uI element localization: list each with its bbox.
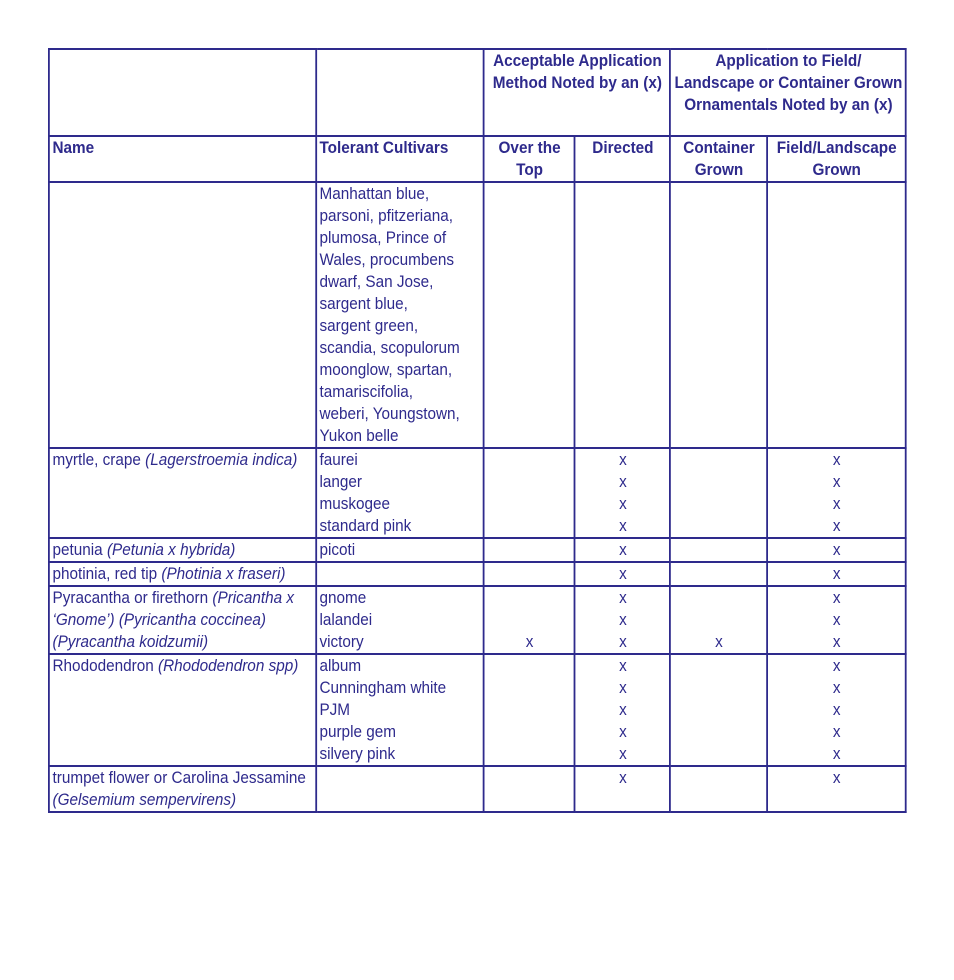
mark-over-top: [487, 493, 572, 515]
header-container-grown: Container Grown: [670, 136, 766, 182]
mark-directed: x: [619, 768, 627, 787]
container-cell: [670, 766, 766, 812]
mark-directed: x: [619, 656, 627, 675]
mark-field: x: [832, 494, 841, 513]
over-top-cell: [484, 562, 575, 586]
over-top-cell: [484, 448, 575, 538]
cultivar-name: picoti: [319, 540, 356, 559]
over-top-cell: [484, 538, 575, 562]
cultivars-cell: [316, 586, 484, 654]
mark-over-top: [487, 471, 572, 493]
mark-directed: x: [619, 632, 627, 651]
cultivar-name: plumosa, Prince of: [319, 228, 447, 247]
header-tolerant-cultivars: Tolerant Cultivars: [316, 136, 484, 182]
mark-container: [674, 609, 764, 631]
cultivars-cell: [316, 766, 484, 812]
cultivar-name: faurei: [319, 450, 358, 469]
container-cell: [670, 562, 766, 586]
mark-container: x: [715, 632, 723, 651]
mark-field: x: [832, 632, 841, 651]
table-row: [49, 562, 906, 586]
mark-field: x: [832, 768, 841, 787]
mark-field: x: [832, 540, 841, 559]
mark-field: x: [832, 610, 841, 629]
field-cell: [767, 538, 906, 562]
mark-over-top: [487, 655, 572, 677]
cultivar-name: Cunningham white: [319, 678, 447, 697]
mark-over-top: [487, 609, 572, 631]
directed-cell: [575, 562, 671, 586]
container-cell: [670, 654, 766, 766]
mark-field: x: [832, 588, 841, 607]
cultivar-name: dwarf, San Jose,: [319, 272, 434, 291]
cultivar-name: weberi, Youngstown,: [319, 404, 460, 423]
mark-field: x: [832, 678, 841, 697]
cultivar-name: PJM: [319, 700, 351, 719]
plant-latin-name: (Gelsemium sempervirens): [52, 790, 237, 809]
table-row: [49, 448, 906, 538]
mark-container: [674, 677, 764, 699]
cultivar-name: sargent green,: [319, 316, 419, 335]
directed-cell: [575, 538, 671, 562]
cultivar-name: purple gem: [319, 722, 397, 741]
cultivar-name: victory: [319, 632, 364, 651]
header-application-method: Acceptable Application Method Noted by an (x): [484, 49, 671, 136]
directed-cell: [575, 586, 671, 654]
mark-container: [674, 743, 764, 765]
plant-latin-name: (Petunia x hybrida): [106, 540, 236, 559]
header-row-columns: [49, 136, 906, 182]
mark-over-top: [487, 563, 572, 585]
cultivar-name: [319, 563, 480, 585]
cultivar-name: Yukon belle: [319, 426, 399, 445]
cultivar-table: [48, 48, 907, 813]
table-row: [49, 586, 906, 654]
mark-over-top: [487, 539, 572, 561]
mark-field: x: [832, 472, 841, 491]
cultivars-cell: [316, 654, 484, 766]
cultivar-name: langer: [319, 472, 362, 491]
header-empty-name: [49, 49, 316, 136]
table-row: [49, 766, 906, 812]
header-directed: Directed: [575, 136, 671, 182]
mark-container: [674, 449, 764, 471]
mark-directed: x: [619, 564, 627, 583]
field-cell: [767, 448, 906, 538]
mark-over-top: [487, 721, 572, 743]
plant-latin-name: (Rhododendron spp): [157, 656, 299, 675]
mark-over-top: [487, 677, 572, 699]
cultivar-name: muskogee: [319, 494, 391, 513]
table-row: [49, 182, 906, 448]
cultivar-name: Wales, procumbens: [319, 250, 455, 269]
mark-container: [674, 493, 764, 515]
table-row: [49, 654, 906, 766]
mark-over-top: x: [525, 632, 534, 651]
field-cell: [767, 654, 906, 766]
field-cell: [767, 586, 906, 654]
cultivars-cell: [316, 562, 484, 586]
mark-container: [674, 721, 764, 743]
directed-cell: [575, 448, 671, 538]
mark-over-top: [487, 743, 572, 765]
plant-common-name: Pyracantha or firethorn: [52, 588, 213, 607]
mark-directed: x: [619, 472, 627, 491]
plant-name-cell: [49, 654, 316, 766]
cultivar-name: lalandei: [319, 610, 373, 629]
plant-latin-name: (Lagerstroemia indica): [145, 450, 298, 469]
mark-field: x: [832, 450, 841, 469]
mark-field: x: [832, 700, 841, 719]
over-top-cell: [484, 182, 575, 448]
plant-name-cell: [49, 586, 316, 654]
mark-directed: x: [619, 610, 627, 629]
cultivar-name: moonglow, spartan,: [319, 360, 453, 379]
mark-container: [674, 515, 764, 537]
cultivar-name: silvery pink: [319, 744, 396, 763]
mark-over-top: [487, 587, 572, 609]
mark-container: [674, 563, 764, 585]
mark-directed: x: [619, 494, 627, 513]
mark-container: [674, 655, 764, 677]
cultivar-name: gnome: [319, 588, 367, 607]
mark-over-top: [487, 699, 572, 721]
mark-directed: x: [619, 450, 627, 469]
mark-container: [674, 587, 764, 609]
directed-cell: [575, 766, 671, 812]
mark-container: [674, 699, 764, 721]
cultivar-name: sargent blue,: [319, 294, 408, 313]
mark-directed: x: [619, 700, 627, 719]
over-top-cell: [484, 586, 575, 654]
plant-common-name: myrtle, crape: [52, 450, 146, 469]
cultivar-name: scandia, scopulorum: [319, 338, 460, 357]
mark-directed: x: [619, 516, 627, 535]
mark-field: x: [832, 744, 841, 763]
mark-container: [674, 471, 764, 493]
header-over-the-top: Over the Top: [484, 136, 575, 182]
mark-over-top: [487, 449, 572, 471]
field-cell: [767, 182, 906, 448]
header-name: Name: [49, 136, 316, 182]
cultivars-cell: [316, 182, 484, 448]
plant-common-name: Rhododendron: [52, 656, 158, 675]
mark-directed: x: [619, 722, 627, 741]
plant-name-cell: [49, 766, 316, 812]
directed-cell: [575, 654, 671, 766]
table-row: [49, 538, 906, 562]
plant-name-cell: [49, 562, 316, 586]
cultivar-name: Manhattan blue,: [319, 184, 430, 203]
cultivar-name: [319, 767, 480, 789]
directed-cell: [575, 182, 671, 448]
mark-directed: x: [619, 678, 627, 697]
cultivar-name: album: [319, 656, 362, 675]
mark-directed: x: [619, 744, 627, 763]
table-body: [49, 182, 906, 812]
plant-name-cell: [49, 448, 316, 538]
cultivars-cell: [316, 448, 484, 538]
field-cell: [767, 562, 906, 586]
plant-common-name: petunia: [52, 540, 107, 559]
mark-field: x: [832, 564, 841, 583]
plant-common-name: trumpet flower or Carolina Jessamine: [52, 768, 306, 787]
mark-directed: x: [619, 540, 627, 559]
header-row-groups: [49, 49, 906, 136]
mark-over-top: [487, 515, 572, 537]
mark-field: x: [832, 722, 841, 741]
cultivars-cell: [316, 538, 484, 562]
cultivar-name: tamariscifolia,: [319, 382, 413, 401]
field-cell: [767, 766, 906, 812]
mark-container: [674, 767, 764, 789]
mark-directed: x: [619, 588, 627, 607]
cultivar-name: standard pink: [319, 516, 412, 535]
header-application-field: Application to Field/ Landscape or Container Grown Ornamentals Noted by an (x): [670, 49, 905, 136]
mark-field: x: [832, 516, 841, 535]
over-top-cell: [484, 654, 575, 766]
header-field-landscape-grown: Field/Landscape Grown: [767, 136, 906, 182]
plant-latin-name: (Photinia x fraseri): [161, 564, 286, 583]
plant-name-cell: [49, 538, 316, 562]
container-cell: [670, 538, 766, 562]
header-empty-cultivars: [316, 49, 484, 136]
container-cell: [670, 448, 766, 538]
over-top-cell: [484, 766, 575, 812]
container-cell: [670, 182, 766, 448]
mark-field: x: [832, 656, 841, 675]
plant-common-name: photinia, red tip: [52, 564, 162, 583]
container-cell: [670, 586, 766, 654]
mark-over-top: [487, 767, 572, 789]
mark-container: [674, 539, 764, 561]
plant-latin-name: (Pricantha x ‘Gnome’) (Pyricantha coccinea) (Pyracantha koidzumii): [52, 588, 295, 651]
plant-name-cell: [49, 182, 316, 448]
cultivar-name: parsoni, pfitzeriana,: [319, 206, 453, 225]
